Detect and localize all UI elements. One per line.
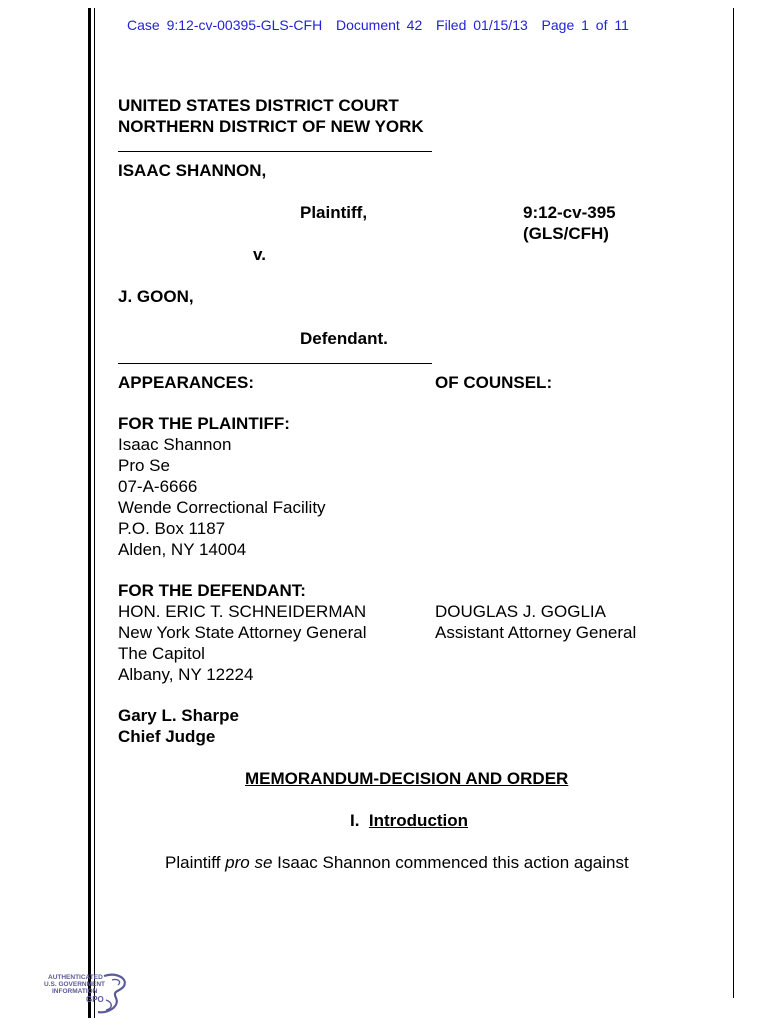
document-number: Document 42 [335, 17, 423, 33]
counsel-title: Assistant Attorney General [435, 623, 637, 642]
plaintiff-name: ISAAC SHANNON, [118, 161, 267, 180]
appearances-heading: APPEARANCES: [118, 373, 255, 392]
seal-line: INFORMATION [52, 988, 98, 995]
section-heading [350, 810, 468, 831]
gpo-authentication-seal [42, 970, 132, 1018]
plaintiff-address-line: P.O. Box 1187 [118, 519, 226, 538]
caption-divider-bottom [118, 363, 432, 364]
judge-title: Chief Judge [118, 727, 216, 746]
judge-name: Gary L. Sharpe [118, 706, 239, 725]
para-text-start: Plaintiff [165, 853, 226, 872]
section-number: I. [350, 811, 360, 830]
of-counsel-heading: OF COUNSEL: [435, 373, 553, 392]
defendant-address-line: Albany, NY 12224 [118, 665, 254, 684]
defendant-role: Defendant. [300, 329, 388, 348]
seal-line: U.S. GOVERNMENT [44, 981, 106, 988]
court-district: NORTHERN DISTRICT OF NEW YORK [118, 117, 424, 136]
right-margin-rule [733, 8, 734, 998]
left-margin-rule-thin [94, 8, 95, 1018]
para-italic: pro se [225, 853, 273, 872]
defendant-name: J. GOON, [118, 287, 194, 306]
seal-label: GPO [86, 995, 104, 1004]
page-indicator: Page 1 of 11 [541, 17, 629, 33]
filed-date: Filed 01/15/13 [436, 17, 528, 33]
section-title: Introduction [368, 811, 469, 830]
para-text-rest: Isaac Shannon commenced this action against [272, 853, 629, 872]
counsel-name: DOUGLAS J. GOGLIA [435, 602, 606, 621]
document-title: MEMORANDUM-DECISION AND ORDER [245, 769, 569, 788]
plaintiff-address-line: Isaac Shannon [118, 435, 232, 454]
plaintiff-address-line: 07-A-6666 [118, 477, 198, 496]
plaintiff-section-heading: FOR THE PLAINTIFF: [118, 414, 290, 433]
case-number: Case 9:12-cv-00395-GLS-CFH [127, 17, 323, 33]
left-margin-rule [88, 8, 91, 1018]
defendant-address-line: HON. ERIC T. SCHNEIDERMAN [118, 602, 367, 621]
defendant-section-heading: FOR THE DEFENDANT: [118, 581, 306, 600]
defendant-address-line: New York State Attorney General [118, 623, 367, 642]
caption-divider-top [118, 151, 432, 152]
versus: v. [253, 245, 266, 264]
case-judges-caption: (GLS/CFH) [523, 224, 609, 243]
plaintiff-role: Plaintiff, [300, 203, 368, 222]
body-paragraph [165, 852, 629, 873]
case-number-caption: 9:12-cv-395 [523, 203, 616, 222]
defendant-address-line: The Capitol [118, 644, 205, 663]
court-name: UNITED STATES DISTRICT COURT [118, 96, 399, 115]
ecf-header [127, 17, 629, 33]
plaintiff-address-line: Alden, NY 14004 [118, 540, 247, 559]
plaintiff-address-line: Pro Se [118, 456, 170, 475]
seal-line: AUTHENTICATED [48, 974, 103, 981]
plaintiff-address-line: Wende Correctional Facility [118, 498, 326, 517]
